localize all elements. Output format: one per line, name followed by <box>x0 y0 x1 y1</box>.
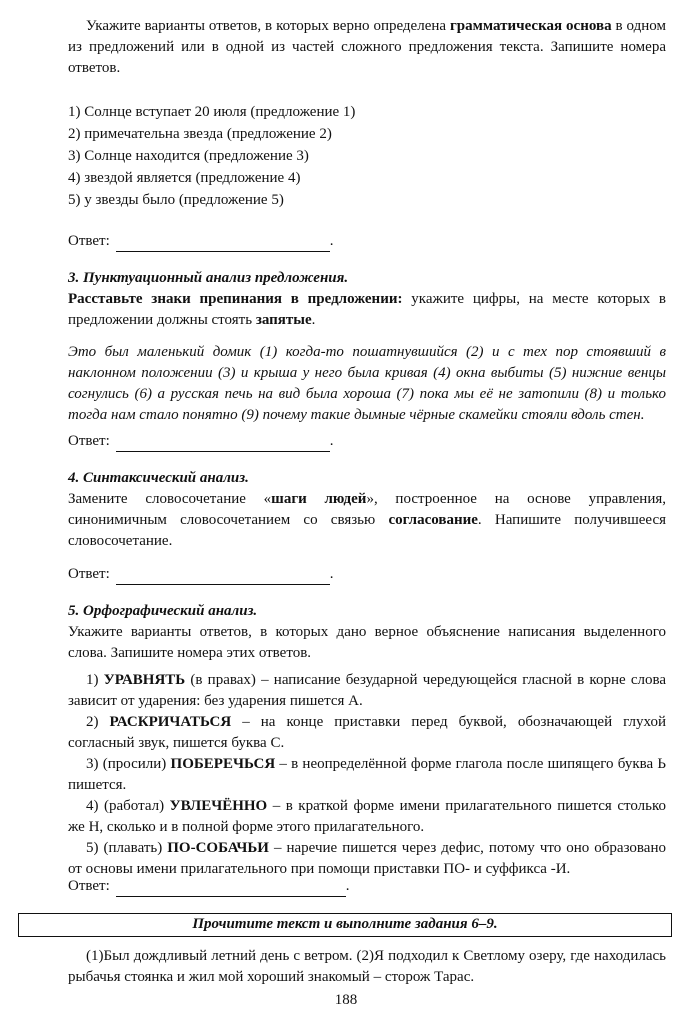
answer-line-1 <box>68 231 334 252</box>
section-4-text-end: . Напишите получившееся словосочетание. <box>68 512 666 549</box>
spelling-item-prefix: 1) <box>86 672 104 688</box>
task-intro-bold: грамматическая основа <box>450 18 612 34</box>
answer-period: . <box>329 566 334 582</box>
section-3-instruction-bold: Расставьте знаки препинания в предложении: <box>68 291 403 307</box>
section-4-bold-term: согласование <box>388 512 478 528</box>
answer-label: Ответ: <box>68 433 110 449</box>
answer-blank[interactable] <box>116 237 330 252</box>
answer-blank[interactable] <box>116 882 346 897</box>
section-3-instruction-end: . <box>311 312 316 328</box>
answer-period: . <box>329 433 334 449</box>
answer-period: . <box>345 878 350 894</box>
spelling-item-explanation: – наречие пишется через дефис, потому что оно образовано от основы имени прилагательного при помощи приставки ПО- и суффикса -И. <box>68 840 666 877</box>
spelling-item <box>68 754 666 796</box>
section-4-heading: 4. Синтаксический анализ. <box>68 470 249 486</box>
spelling-item-explanation: – на конце приставки перед буквой, обозначающей глухой согласный звук, пишется буква С. <box>68 714 666 751</box>
section-5-heading: 5. Орфографический анализ. <box>68 603 258 619</box>
spelling-item-word: ПО-СОБАЧЬИ <box>167 840 269 856</box>
option-item: 3) Солнце находится (предложение 3) <box>68 148 309 164</box>
spelling-item-word: РАСКРИЧАТЬСЯ <box>109 714 232 730</box>
page-number: 188 <box>334 992 358 1008</box>
section-4-phrase: шаги людей <box>271 491 367 507</box>
spelling-item <box>68 712 666 754</box>
spelling-item-explanation: (в правах) – написание безударной чередующейся гласной в корне слова зависит от ударения: без ударения пишется А. <box>68 672 667 709</box>
spelling-item-word: ПОБЕРЕЧЬСЯ <box>170 756 276 772</box>
option-item: 1) Солнце вступает 20 июля (предложение 1) <box>68 104 356 120</box>
spelling-item-prefix: 5) (плавать) <box>86 840 168 856</box>
spelling-item <box>68 670 666 712</box>
answer-label: Ответ: <box>68 878 110 894</box>
section-5-intro: Укажите варианты ответов, в которых дано верное объяснение написания выделенного слова. Запишите номера этих ответов. <box>68 624 666 661</box>
option-item: 4) звездой является (предложение 4) <box>68 170 301 186</box>
answer-line-4 <box>68 876 350 897</box>
answer-label: Ответ: <box>68 566 110 582</box>
option-item: 2) примечательна звезда (предложение 2) <box>68 126 332 142</box>
spelling-item-explanation: – в краткой форме имени прилагательного пишется столько же Н, сколько и в полной форме этого прилагательного. <box>68 798 666 835</box>
section-4-instruction <box>68 489 666 552</box>
spelling-item-prefix: 3) (просили) <box>86 756 171 772</box>
task-intro <box>68 16 666 79</box>
spelling-item-prefix: 2) <box>86 714 110 730</box>
spelling-item <box>68 838 666 880</box>
answer-blank[interactable] <box>116 437 330 452</box>
task-intro-text-end: в одном из предложений или в одной из частей сложного предложения текста. Запишите номера ответов. <box>68 18 666 76</box>
section-3-instruction-bold2: запятые <box>255 312 312 328</box>
answer-label: Ответ: <box>68 233 110 249</box>
answer-blank[interactable] <box>116 570 330 585</box>
spelling-item-explanation: – в неопределённой форме глагола после шипящего буква Ь пишется. <box>68 756 666 793</box>
section-3-instruction-text: укажите цифры, на месте которых в предложении должны стоять <box>68 291 666 328</box>
answer-line-2 <box>68 431 334 452</box>
option-item: 5) у звезды было (предложение 5) <box>68 192 284 208</box>
read-text-banner: Прочитите текст и выполните задания 6–9. <box>18 913 672 937</box>
reading-text: (1)Был дождливый летний день с ветром. (2)Я подходил к Светлому озеру, где находилась рыбачья стоянка и жил мой хороший знакомый – сторож Тарас. <box>68 948 666 985</box>
spelling-item-prefix: 4) (работал) <box>86 798 170 814</box>
answer-line-3 <box>68 564 334 585</box>
answer-period: . <box>329 233 334 249</box>
spelling-item <box>68 796 666 838</box>
section-4-text-mid: », построенное на основе управления, синонимичным словосочетанием со связью <box>68 491 666 528</box>
section-3-instruction <box>68 289 666 331</box>
task-intro-text: Укажите варианты ответов, в которых верно определена <box>86 18 450 34</box>
section-4-text: Замените словосочетание « <box>68 491 272 507</box>
spelling-item-word: УРАВНЯТЬ <box>103 672 186 688</box>
section-3-heading: 3. Пунктуационный анализ предложения. <box>68 270 349 286</box>
spelling-item-word: УВЛЕЧЁННО <box>169 798 268 814</box>
section-3-sentence: Это был маленький домик (1) когда-то пошатнувшийся (2) и с тех пор стоявший в наклонном положении (3) и крыша у него была кривая (4) окна выбиты (5) нижние венцы согнулись (6) а русская печь на вид была хороша (7) пока мы её не затопили (8) и только тогда нам стало понятно (9) почему такие дымные чёрные скамейки стояли вдоль стен. <box>68 344 666 423</box>
